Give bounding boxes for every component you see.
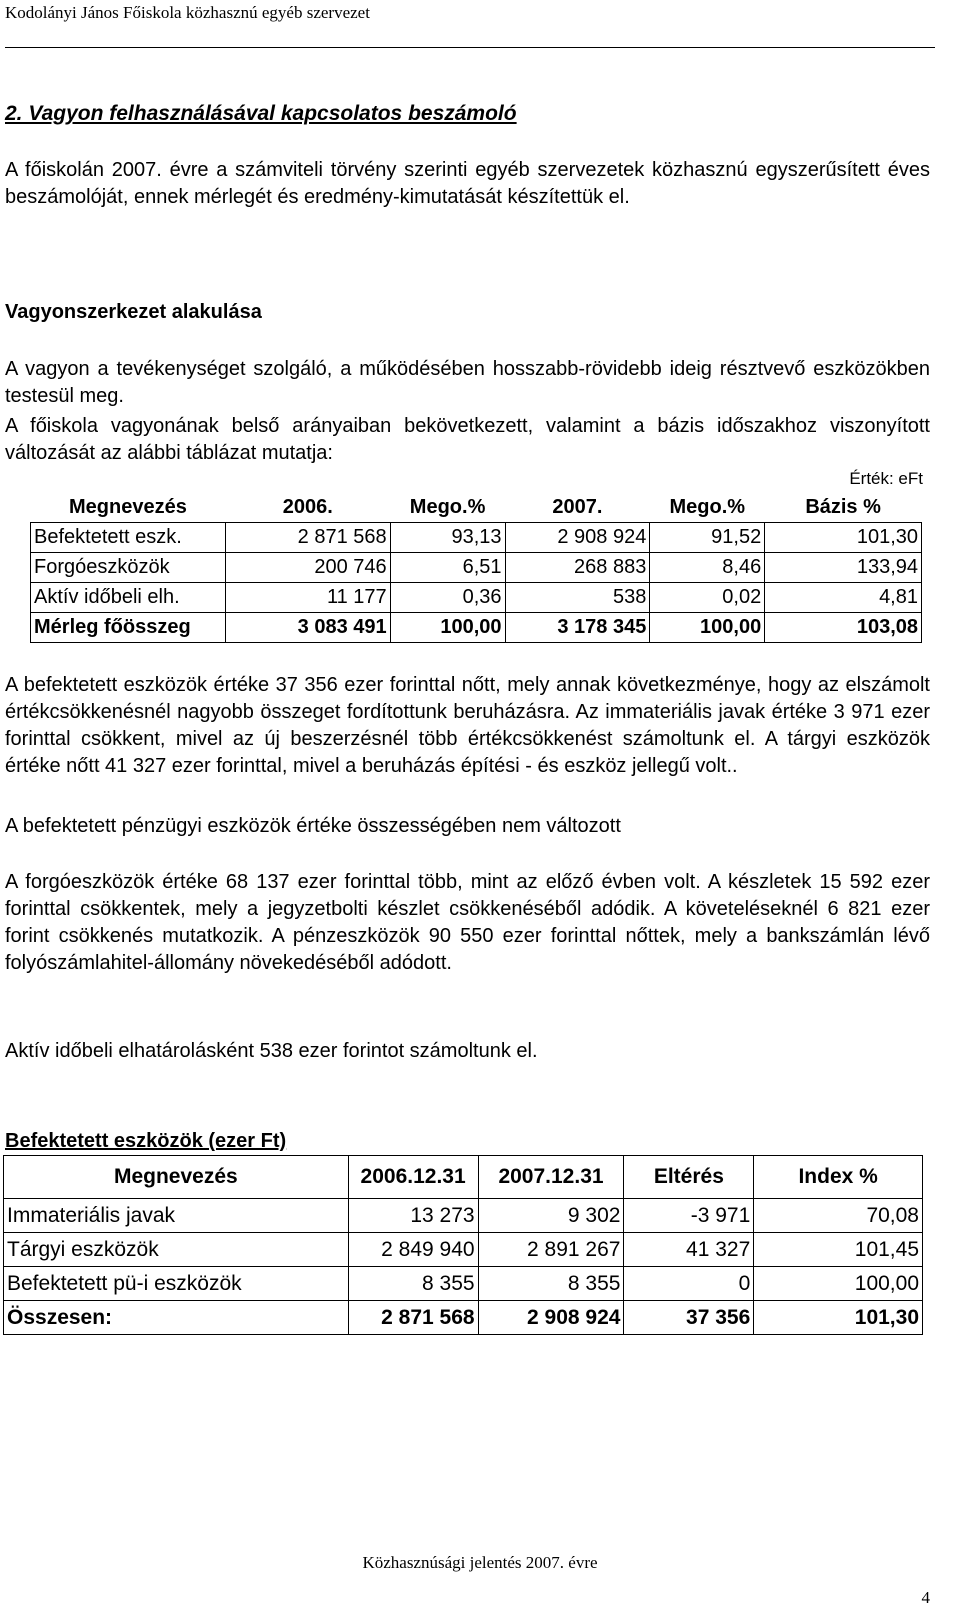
row-label: Összesen: <box>4 1301 349 1335</box>
table-cell: 100,00 <box>650 613 765 643</box>
table-cell: 8 355 <box>478 1267 624 1301</box>
table-cell: 2 908 924 <box>478 1301 624 1335</box>
unit-label: Érték: eFt <box>849 469 923 488</box>
structure-paragraph-2: A főiskola vagyonának belső arányaiban bekövetkezett, valamint a bázis időszakhoz viszonyított változását az alábbi táblázat mutatja: <box>5 415 930 464</box>
intro-paragraph: A főiskolán 2007. évre a számviteli törvény szerinti egyéb szervezetek közhasznú egyszerűsített éves beszámolóját, ennek mérlegét és eredmény-kimutatását készítettük el. <box>5 159 930 208</box>
table-cell: 13 273 <box>348 1199 478 1233</box>
table-cell: 3 178 345 <box>505 613 650 643</box>
column-header: Index % <box>754 1156 923 1199</box>
table-cell: 4,81 <box>765 583 922 613</box>
financial-assets-paragraph: A befektetett pénzügyi eszközök értéke összességében nem változott <box>5 815 621 837</box>
column-header: Mego.% <box>650 493 765 523</box>
table-cell: 8 355 <box>348 1267 478 1301</box>
table-row <box>31 583 922 613</box>
table-cell: 538 <box>505 583 650 613</box>
table-total-row <box>4 1301 923 1335</box>
current-assets-paragraph: A forgóeszközök értéke 68 137 ezer forinttal több, mint az előző évben volt. A készletek 15 592 ezer forinttal csökkentek, mely a jegyzetbolti készlet csökkenéséből adódik. A követeléseknél 6 821 ezer forint csökkenés mutatkozik. A pénzeszközök 90 550 ezer forinttal nőttek, mely a bankszámlán lévő folyószámlahitel-állomány növekedéséből adódott. <box>5 871 930 974</box>
column-header: Megnevezés <box>4 1156 349 1199</box>
row-label: Mérleg főösszeg <box>31 613 226 643</box>
table-cell: 200 746 <box>225 553 390 583</box>
accruals-paragraph: Aktív időbeli elhatárolásként 538 ezer forintot számoltunk el. <box>5 1040 538 1062</box>
table-cell: 2 891 267 <box>478 1233 624 1267</box>
table-cell: 0,36 <box>390 583 505 613</box>
running-header: Kodolányi János Főiskola közhasznú egyéb szervezet <box>5 3 370 22</box>
fixed-assets-table-caption: Befektetett eszközök (ezer Ft) <box>5 1130 287 1152</box>
table-cell: -3 971 <box>624 1199 754 1233</box>
row-label: Immateriális javak <box>4 1199 349 1233</box>
page-footer: Közhasznúsági jelentés 2007. évre <box>362 1553 598 1572</box>
table-cell: 0,02 <box>650 583 765 613</box>
table-cell: 2 871 568 <box>225 523 390 553</box>
table-row <box>4 1267 923 1301</box>
table-cell: 101,45 <box>754 1233 923 1267</box>
table-cell: 101,30 <box>754 1301 923 1335</box>
table-row <box>4 1233 923 1267</box>
table-cell: 37 356 <box>624 1301 754 1335</box>
table-cell: 2 908 924 <box>505 523 650 553</box>
table-cell: 133,94 <box>765 553 922 583</box>
table-cell: 70,08 <box>754 1199 923 1233</box>
structure-heading: Vagyonszerkezet alakulása <box>5 301 262 323</box>
row-label: Befektetett eszk. <box>31 523 226 553</box>
table-cell: 41 327 <box>624 1233 754 1267</box>
assets-structure-table <box>30 493 922 643</box>
table-row <box>31 553 922 583</box>
table-cell: 9 302 <box>478 1199 624 1233</box>
page-number: 4 <box>921 1588 930 1607</box>
table-cell: 0 <box>624 1267 754 1301</box>
row-label: Aktív időbeli elh. <box>31 583 226 613</box>
column-header: 2006. <box>225 493 390 523</box>
table-row <box>4 1199 923 1233</box>
column-header: Megnevezés <box>31 493 226 523</box>
structure-paragraph-1: A vagyon a tevékenységet szolgáló, a működésében hosszabb-rövidebb ideig résztvevő eszközökben testesül meg. <box>5 358 930 407</box>
table-cell: 93,13 <box>390 523 505 553</box>
header-divider <box>5 47 935 48</box>
column-header: 2007.12.31 <box>478 1156 624 1199</box>
table-cell: 100,00 <box>754 1267 923 1301</box>
row-label: Tárgyi eszközök <box>4 1233 349 1267</box>
table-cell: 3 083 491 <box>225 613 390 643</box>
table-cell: 268 883 <box>505 553 650 583</box>
section-title: 2. Vagyon felhasználásával kapcsolatos beszámoló <box>5 102 517 125</box>
fixed-assets-paragraph: A befektetett eszközök értéke 37 356 ezer forinttal nőtt, mely annak következménye, hogy az elszámolt értékcsökkenésnél nagyobb összeget fordítottunk beruházásra. Az immateriális javak értéke 3 971 ezer forinttal csökkent, mivel az új beszerzésnél több értékcsökkenést számoltunk el. A tárgyi eszközök értéke nőtt 41 327 ezer forinttal, mivel a beruházás építési - és eszköz jellegű volt.. <box>5 674 930 777</box>
table-total-row <box>31 613 922 643</box>
table-cell: 103,08 <box>765 613 922 643</box>
table-header-row <box>4 1156 923 1199</box>
table-row <box>31 523 922 553</box>
table-cell: 2 871 568 <box>348 1301 478 1335</box>
table-cell: 101,30 <box>765 523 922 553</box>
table-cell: 91,52 <box>650 523 765 553</box>
column-header: 2007. <box>505 493 650 523</box>
row-label: Befektetett pü-i eszközök <box>4 1267 349 1301</box>
table-cell: 8,46 <box>650 553 765 583</box>
table-cell: 100,00 <box>390 613 505 643</box>
column-header: Eltérés <box>624 1156 754 1199</box>
table-cell: 2 849 940 <box>348 1233 478 1267</box>
fixed-assets-table <box>3 1155 923 1335</box>
row-label: Forgóeszközök <box>31 553 226 583</box>
column-header: 2006.12.31 <box>348 1156 478 1199</box>
table-cell: 6,51 <box>390 553 505 583</box>
column-header: Bázis % <box>765 493 922 523</box>
table-cell: 11 177 <box>225 583 390 613</box>
column-header: Mego.% <box>390 493 505 523</box>
table-header-row <box>31 493 922 523</box>
